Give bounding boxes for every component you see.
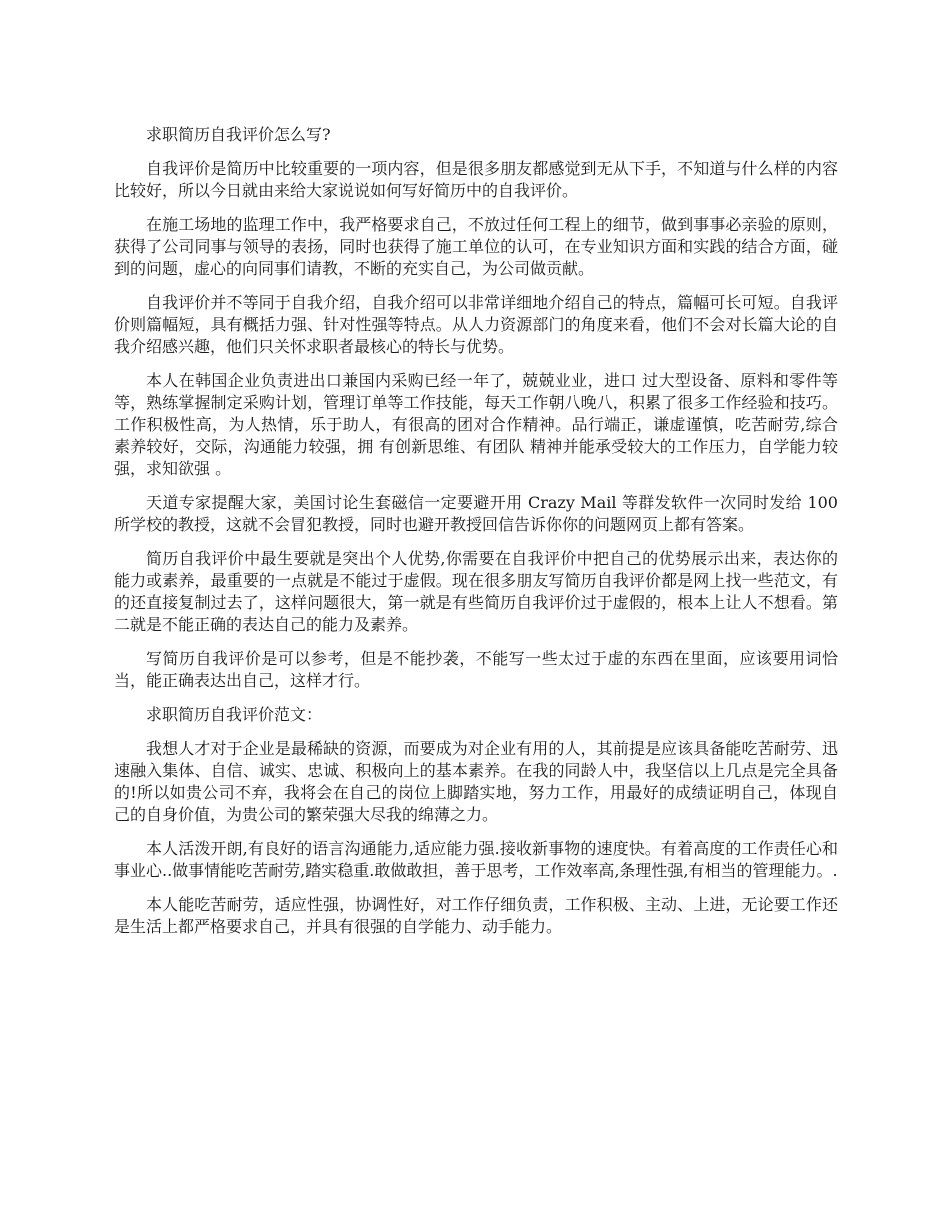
expert-advice-paragraph: 天道专家提醒大家，美国讨论生套磁信一定要避开用 Crazy Mail 等群发软件一次同时发给 100 所学校的教授，这就不会冒犯教授，同时也避开教授回信告诉你你的问题网页上都有答案。 <box>114 493 838 534</box>
reference-not-copy-paragraph: 写简历自我评价是可以参考，但是不能抄袭，不能写一些太过于虚的东西在里面，应该要用词恰当，能正确表达出自己，这样才行。 <box>114 649 838 690</box>
examples-heading-paragraph: 求职简历自我评价范文： <box>146 705 323 724</box>
self-eval-vs-intro-paragraph: 自我评价并不等同于自我介绍，自我介绍可以非常详细地介绍自己的特点，篇幅可长可短。自我评价则篇幅短，具有概括力强、针对性强等特点。从人力资源部门的角度来看，他们不会对长篇大论的自我介绍感兴趣，他们只关怀求职者最核心的特长与优势。 <box>114 293 838 356</box>
heading-paragraph: 求职简历自我评价怎么写? <box>146 125 331 144</box>
purchasing-experience-paragraph: 本人在韩国企业负责进出口兼国内采购已经一年了，兢兢业业，进口 过大型设备、原料和零件等等，熟练掌握制定采购计划，管理订单等工作技能，每天工作朝八晚八，积累了很多工作经验和技巧。工作积极性高，为人热情，乐于助人，有很高的团对合作精神。品行端正，谦虚谨慎，吃苦耐劳,综合素养较好，交际，沟通能力较强，拥 有创新思维、有团队 精神并能承受较大的工作压力，自学能力较强，求知欲强 。 <box>114 371 838 478</box>
supervision-paragraph: 在施工场地的监理工作中，我严格要求自己，不放过任何工程上的细节，做到事事必亲验的原则，获得了公司同事与领导的表扬，同时也获得了施工单位的认可，在专业知识方面和实践的结合方面，碰到的问题，虚心的向同事们请教，不断的充实自己，为公司做贡献。 <box>114 215 838 278</box>
intro-paragraph: 自我评价是简历中比较重要的一项内容，但是很多朋友都感觉到无从下手，不知道与什么样的内容比较好，所以今日就由来给大家说说如何写好简历中的自我评价。 <box>114 159 838 200</box>
document-page <box>114 124 838 950</box>
highlight-strengths-paragraph: 简历自我评价中最生要就是突出个人优势,你需要在自我评价中把自己的优势展示出来，表达你的能力或素养，最重要的一点就是不能过于虚假。现在很多朋友写简历自我评价都是网上找一些范文，有的还直接复制过去了，这样问题很大，第一就是有些简历自我评价过于虚假的，根本上让人不想看。第二就是不能正确的表达自己的能力及素养。 <box>114 549 838 634</box>
example-1-paragraph: 我想人才对于企业是最稀缺的资源，而要成为对企业有用的人，其前提是应该具备能吃苦耐劳、迅速融入集体、自信、诚实、忠诚、积极向上的基本素养。在我的同龄人中，我坚信以上几点是完全具备的!所以如贵公司不弃，我将会在自己的岗位上脚踏实地，努力工作，用最好的成绩证明自己，体现自己的自身价值，为贵公司的繁荣强大尽我的绵薄之力。 <box>114 739 838 824</box>
example-2-paragraph: 本人活泼开朗,有良好的语言沟通能力,适应能力强.接收新事物的速度快。有着高度的工作责任心和事业心..做事情能吃苦耐劳,踏实稳重.敢做敢担，善于思考，工作效率高,条理性强,有相当的管理能力。. <box>114 839 838 880</box>
example-3-paragraph: 本人能吃苦耐劳，适应性强，协调性好，对工作仔细负责，工作积极、主动、上进，无论要工作还是生活上都严格要求自己，并具有很强的自学能力、动手能力。 <box>114 895 838 936</box>
